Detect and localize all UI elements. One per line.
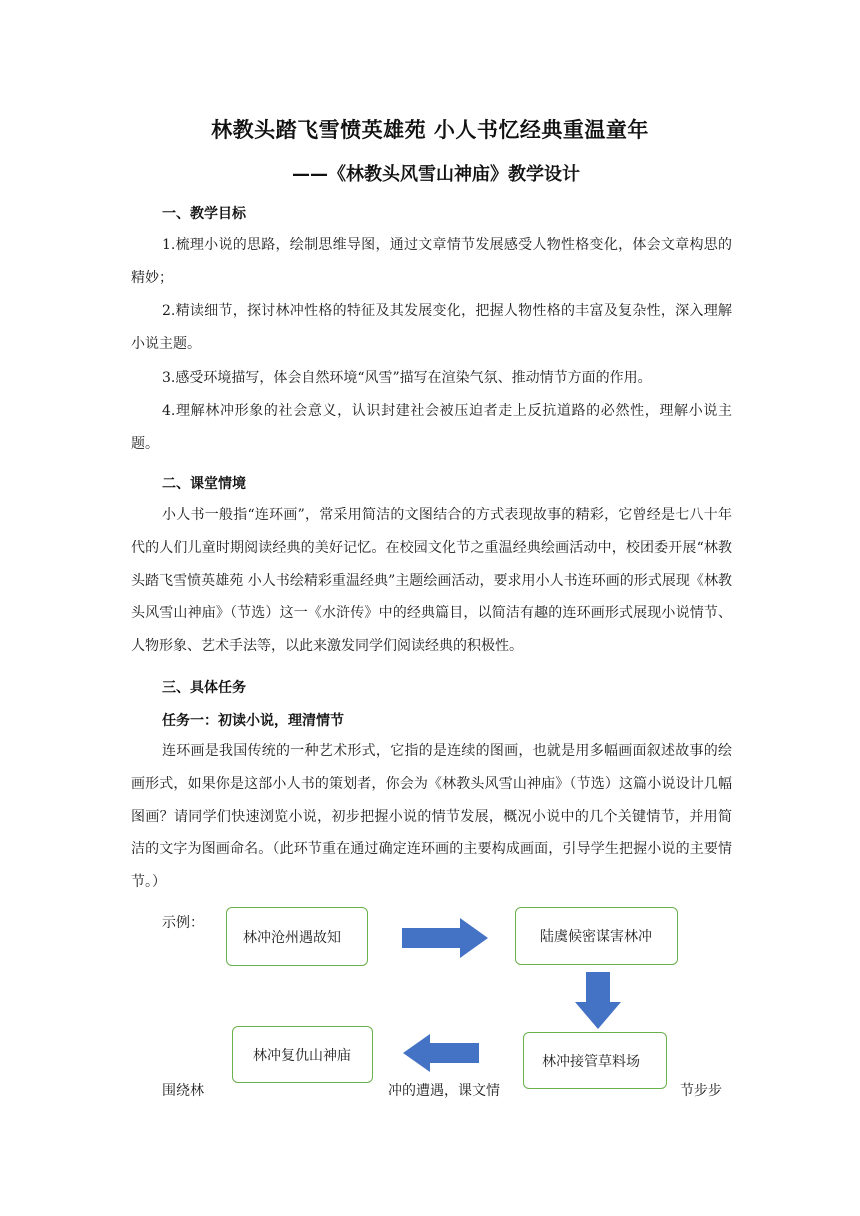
arrow-down-icon [575, 972, 621, 1030]
section-heading-objectives: 一、教学目标 [162, 206, 246, 222]
arrow-right-icon [402, 918, 490, 958]
plot-box-3: 林冲接管草料场 [523, 1032, 667, 1089]
text-fragment-2: 冲的遭遇，课文情 [388, 1083, 500, 1099]
text-fragment-3: 节步步 [680, 1083, 722, 1099]
objective-item-3: 3.感受环境描写，体会自然环境“风雪”描写在渲染气氛、推动情节方面的作用。 [162, 370, 652, 386]
document-title: 林教头踏飞雪愤英雄苑 小人书忆经典重温童年 [211, 118, 649, 142]
plot-box-1: 林冲沧州遇故知 [226, 907, 368, 966]
context-paragraph: 小人书一般指“连环画”，常采用简洁的文图结合的方式表现故事的精彩，它曾经是七八十年代的人们儿童时期阅读经典的美好记忆。在校园文化节之重温经典绘画活动中，校团委开展“林教头踏飞雪愤英雄苑 小人书绘精彩重温经典”主题绘画活动，要求用小人书连环画的形式展现《林教头风雪山神庙》（节选）这一《水浒传》中的经典篇目，以简洁有趣的连环画形式展现小说情节、人物形象、艺术手法等，以此来激发同学们阅读经典的积极性。 [131, 507, 732, 655]
task1-heading: 任务一：初读小说，理清情节 [162, 713, 344, 729]
example-label: 示例： [162, 915, 204, 931]
section-heading-context: 二、课堂情境 [162, 476, 246, 492]
objective-item-1: 1.梳理小说的思路，绘制思维导图，通过文章情节发展感受人物性格变化，体会文章构思的精妙； [131, 237, 732, 286]
arrow-left-icon [403, 1034, 479, 1072]
document-subtitle: ——《林教头风雪山神庙》教学设计 [292, 164, 580, 185]
plot-box-4: 林冲复仇山神庙 [232, 1026, 373, 1083]
section-heading-tasks: 三、具体任务 [162, 680, 246, 696]
plot-box-2: 陆虞候密谋害林冲 [515, 907, 678, 965]
task1-paragraph: 连环画是我国传统的一种艺术形式，它指的是连续的图画，也就是用多幅画面叙述故事的绘画形式，如果你是这部小人书的策划者，你会为《林教头风雪山神庙》（节选）这篇小说设计几幅图画？请同学们快速浏览小说，初步把握小说的情节发展，概况小说中的几个关键情节，并用简洁的文字为图画命名。（此环节重在通过确定连环画的主要构成画面，引导学生把握小说的主要情节。） [131, 743, 732, 891]
objective-item-4: 4.理解林冲形象的社会意义，认识封建社会被压迫者走上反抗道路的必然性，理解小说主题。 [131, 403, 732, 452]
text-fragment-1: 围绕林 [162, 1083, 204, 1099]
objective-item-2: 2.精读细节，探讨林冲性格的特征及其发展变化，把握人物性格的丰富及复杂性，深入理解小说主题。 [131, 303, 732, 352]
